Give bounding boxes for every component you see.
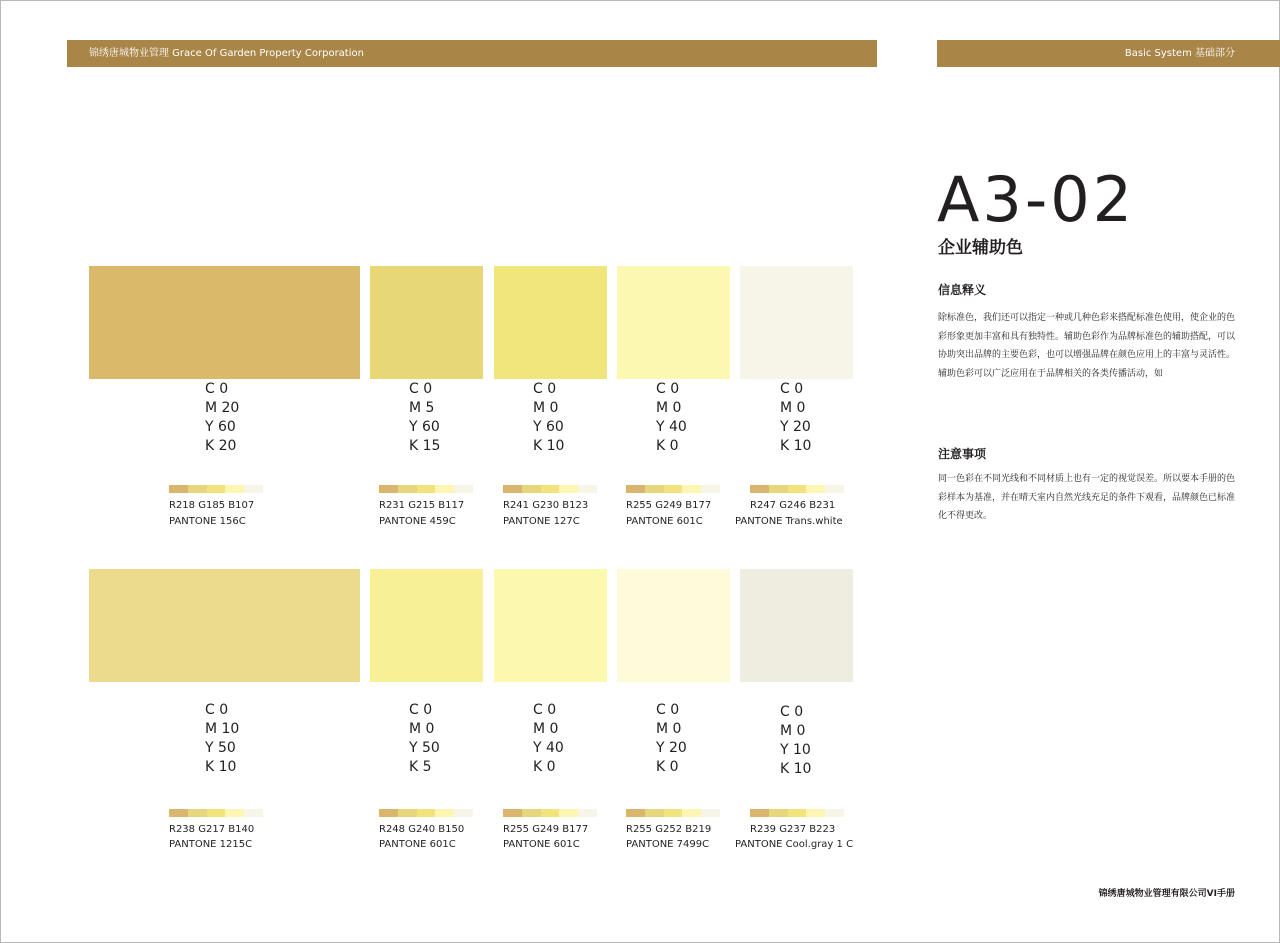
strip-segment: [645, 809, 664, 817]
header-right-text: Basic System 基础部分: [1124, 48, 1235, 59]
color-swatch: [617, 569, 730, 682]
strip-segment: [750, 809, 769, 817]
rgb-value: R241 G230 B123: [503, 500, 589, 511]
section-code: A3-02: [937, 163, 1136, 236]
strip-segment: [244, 809, 263, 817]
cmyk-value: Y 60: [533, 419, 564, 435]
info-heading: 信息释义: [938, 283, 987, 297]
strip-segment: [188, 809, 207, 817]
strip-segment: [417, 809, 436, 817]
rgb-value: R255 G249 B177: [503, 824, 589, 835]
color-swatch: [494, 569, 607, 682]
strip-segment: [225, 485, 244, 493]
color-strip: [503, 809, 597, 817]
strip-segment: [207, 809, 226, 817]
section-title: 企业辅助色: [938, 238, 1023, 258]
cmyk-value: K 10: [780, 438, 812, 454]
strip-segment: [188, 485, 207, 493]
strip-segment: [788, 809, 807, 817]
pantone-code: PANTONE 601C: [503, 839, 580, 850]
cmyk-value: M 20: [205, 400, 240, 416]
color-swatch: [370, 266, 483, 379]
strip-segment: [559, 485, 578, 493]
cmyk-value: Y 10: [780, 742, 811, 758]
strip-segment: [701, 809, 720, 817]
strip-segment: [379, 485, 398, 493]
strip-segment: [626, 809, 645, 817]
strip-segment: [626, 485, 645, 493]
strip-segment: [398, 809, 417, 817]
color-strip: [503, 485, 597, 493]
cmyk-value: M 0: [656, 721, 682, 737]
cmyk-value: K 0: [656, 759, 679, 775]
cmyk-value: C 0: [780, 381, 804, 397]
cmyk-value: C 0: [409, 702, 433, 718]
strip-segment: [682, 809, 701, 817]
rgb-value: R231 G215 B117: [379, 500, 465, 511]
color-strip: [379, 809, 473, 817]
strip-segment: [788, 485, 807, 493]
cmyk-value: K 15: [409, 438, 441, 454]
pantone-code: PANTONE 601C: [626, 516, 703, 527]
cmyk-value: M 0: [533, 400, 559, 416]
cmyk-value: Y 40: [533, 740, 564, 756]
strip-segment: [244, 485, 263, 493]
strip-segment: [435, 809, 454, 817]
cmyk-value: M 0: [780, 400, 806, 416]
strip-segment: [578, 485, 597, 493]
rgb-value: R248 G240 B150: [379, 824, 465, 835]
cmyk-value: Y 20: [780, 419, 811, 435]
strip-segment: [207, 485, 226, 493]
strip-segment: [806, 809, 825, 817]
strip-segment: [398, 485, 417, 493]
strip-segment: [578, 809, 597, 817]
cmyk-value: K 20: [205, 438, 237, 454]
strip-segment: [417, 485, 436, 493]
cmyk-value: C 0: [205, 702, 229, 718]
rgb-value: R239 G237 B223: [750, 824, 836, 835]
strip-segment: [769, 809, 788, 817]
strip-segment: [664, 809, 683, 817]
color-strip: [750, 809, 844, 817]
strip-segment: [559, 809, 578, 817]
color-swatch: [89, 569, 360, 682]
color-swatch: [617, 266, 730, 379]
pantone-code: PANTONE Cool.gray 1 C: [735, 839, 854, 850]
cmyk-value: Y 50: [205, 740, 236, 756]
footer-text: 锦绣唐城物业管理有限公司VI手册: [1098, 889, 1235, 899]
color-swatch: [740, 266, 853, 379]
strip-segment: [522, 485, 541, 493]
color-strip: [750, 485, 844, 493]
strip-segment: [806, 485, 825, 493]
pantone-code: PANTONE 601C: [379, 839, 456, 850]
rgb-value: R255 G249 B177: [626, 500, 712, 511]
notes-body: 同一色彩在不同光线和不同材质上也有一定的视觉误差。所以要本手册的色彩样本为基准，并在晴天室内自然光线充足的条件下观看，品牌颜色已标准化不得更改。: [938, 474, 1236, 521]
color-strip: [169, 809, 263, 817]
cmyk-value: K 10: [533, 438, 565, 454]
strip-segment: [645, 485, 664, 493]
strip-segment: [664, 485, 683, 493]
cmyk-value: K 5: [409, 759, 432, 775]
pantone-code: PANTONE Trans.white: [735, 516, 843, 527]
cmyk-value: C 0: [656, 381, 680, 397]
rgb-value: R218 G185 B107: [169, 500, 255, 511]
rgb-value: R247 G246 B231: [750, 500, 836, 511]
header-band-right: [937, 40, 1280, 67]
strip-segment: [169, 809, 188, 817]
cmyk-value: C 0: [409, 381, 433, 397]
cmyk-value: M 0: [780, 723, 806, 739]
pantone-code: PANTONE 156C: [169, 516, 246, 527]
cmyk-value: K 10: [205, 759, 237, 775]
pantone-code: PANTONE 1215C: [169, 839, 253, 850]
color-swatch: [370, 569, 483, 682]
cmyk-value: C 0: [780, 704, 804, 720]
cmyk-value: K 0: [533, 759, 556, 775]
strip-segment: [379, 809, 398, 817]
cmyk-value: M 0: [409, 721, 435, 737]
strip-segment: [522, 809, 541, 817]
cmyk-value: C 0: [656, 702, 680, 718]
strip-segment: [454, 485, 473, 493]
pantone-code: PANTONE 7499C: [626, 839, 710, 850]
pantone-code: PANTONE 127C: [503, 516, 580, 527]
strip-segment: [682, 485, 701, 493]
color-strip: [379, 485, 473, 493]
notes-heading: 注意事项: [938, 447, 987, 461]
color-swatch: [89, 266, 360, 379]
cmyk-value: Y 20: [656, 740, 687, 756]
cmyk-value: Y 40: [656, 419, 687, 435]
strip-segment: [825, 485, 844, 493]
strip-segment: [541, 809, 560, 817]
color-strip: [626, 809, 720, 817]
pantone-code: PANTONE 459C: [379, 516, 456, 527]
cmyk-value: K 0: [656, 438, 679, 454]
header-left-text: 锦绣唐城物业管理 Grace Of Garden Property Corporation: [89, 48, 364, 59]
cmyk-value: Y 50: [409, 740, 440, 756]
strip-segment: [435, 485, 454, 493]
cmyk-value: Y 60: [409, 419, 440, 435]
color-strip: [626, 485, 720, 493]
strip-segment: [701, 485, 720, 493]
cmyk-value: M 0: [533, 721, 559, 737]
rgb-value: R238 G217 B140: [169, 824, 255, 835]
header-band-left: [67, 40, 877, 67]
rgb-value: R255 G252 B219: [626, 824, 712, 835]
cmyk-value: K 10: [780, 761, 812, 777]
cmyk-value: M 10: [205, 721, 240, 737]
strip-segment: [169, 485, 188, 493]
strip-segment: [750, 485, 769, 493]
color-swatch: [740, 569, 853, 682]
strip-segment: [225, 809, 244, 817]
strip-segment: [503, 485, 522, 493]
cmyk-value: C 0: [205, 381, 229, 397]
cmyk-value: M 0: [656, 400, 682, 416]
cmyk-value: C 0: [533, 381, 557, 397]
color-strip: [169, 485, 263, 493]
cmyk-value: Y 60: [205, 419, 236, 435]
strip-segment: [541, 485, 560, 493]
strip-segment: [769, 485, 788, 493]
cmyk-value: C 0: [533, 702, 557, 718]
strip-segment: [454, 809, 473, 817]
color-swatch: [494, 266, 607, 379]
cmyk-value: M 5: [409, 400, 435, 416]
info-body: 除标准色，我们还可以指定一种或几种色彩来搭配标准色使用，使企业的色彩形象更加丰富和具有独特性。辅助色彩作为品牌标准色的辅助搭配，可以协助突出品牌的主要色彩，也可以增强品牌在颜色应用上的丰富与灵活性。辅助色彩可以广泛应用在于品牌相关的各类传播活动，如: [938, 313, 1236, 379]
strip-segment: [825, 809, 844, 817]
strip-segment: [503, 809, 522, 817]
